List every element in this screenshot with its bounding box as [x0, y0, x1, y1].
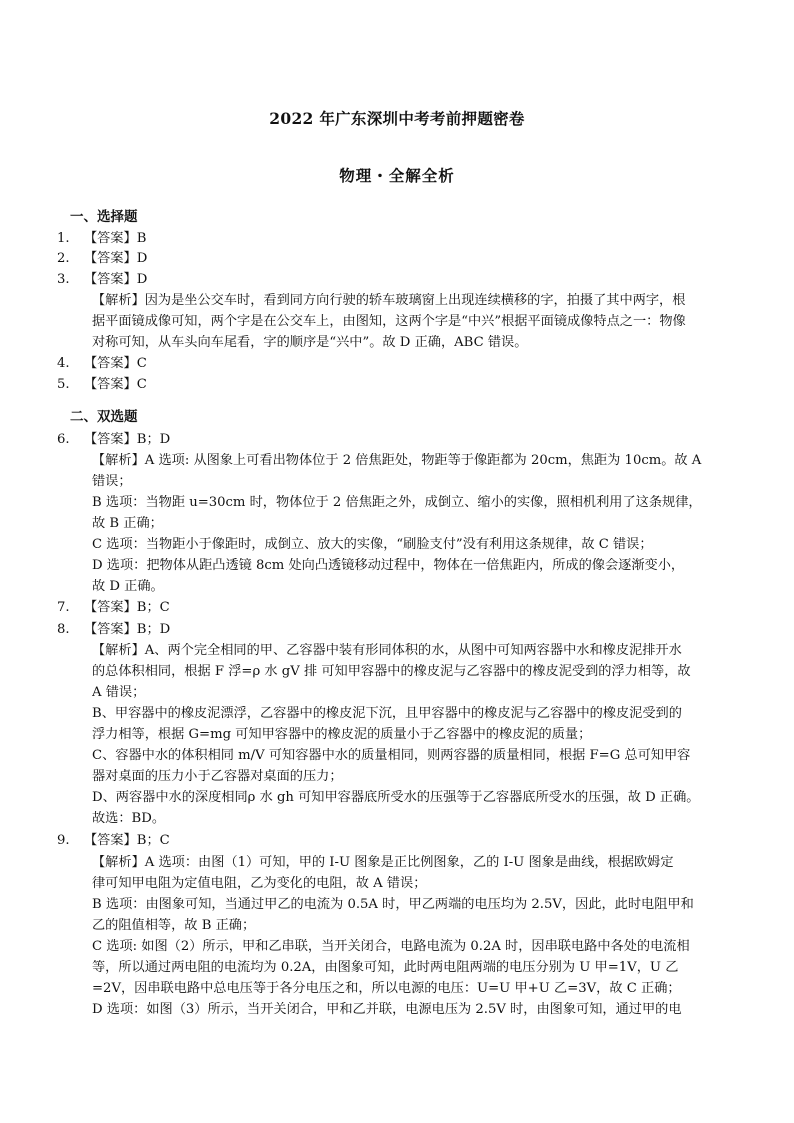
explanation-line: C 选项：当物距小于像距时，成倒立、放大的实像，“刷脸支付”没有利用这条规律，故 C 错误；	[92, 537, 653, 552]
explanation-line: 乙的阻值相等，故 B 正确；	[92, 918, 256, 933]
explanation-line: D 选项：如图（3）所示，当开关闭合，甲和乙并联，电源电压为 2.5V 时，由图象可知，通过甲的电	[92, 1002, 682, 1017]
explanation-line: 【解析】A 选项：由图（1）可知，甲的 I-U 图象是正比例图象，乙的 I-U 图象是曲线，根据欧姆定	[92, 855, 674, 870]
explanation-line: 等，所以通过两电阻的电流均为 0.2A，由图象可知，此时两电阻两端的电压分别为 U 甲=1V，U 乙	[92, 960, 679, 975]
question-number: 4.	[57, 356, 70, 371]
explanation-line: 律可知甲电阻为定值电阻，乙为变化的电阻，故 A 错误；	[92, 876, 427, 891]
question-number: 8.	[57, 622, 70, 637]
explanation-line: 错误；	[92, 474, 132, 489]
explanation-line: D 选项：把物体从距凸透镜 8cm 处向凸透镜移动过程中，物体在一倍焦距内，所成的像会逐渐变小，	[92, 558, 685, 573]
explanation-line: =2V，因串联电路中总电压等于各分电压之和，所以电源的电压：U=U 甲+U 乙=3V，故 C 正确；	[92, 981, 681, 996]
explanation-line: C 选项: 如图（2）所示，甲和乙串联，当开关闭合，电路电流为 0.2A 时，因串联电路中各处的电流相	[92, 939, 690, 954]
section-heading-choice: 一、选择题	[70, 209, 138, 225]
explanation-line: B 选项：当物距 u=30cm 时，物体位于 2 倍焦距之外，成倒立、缩小的实像，照相机利用了这条规律，	[92, 495, 702, 510]
explanation-line: 对称可知，从车头向车尾看，字的顺序是“兴中”。故 D 正确，ABC 错误。	[92, 335, 528, 350]
answer-text: 【答案】C	[84, 356, 147, 371]
question-number: 7.	[57, 600, 70, 615]
explanation-line: 【解析】因为是坐公交车时，看到同方向行驶的轿车玻璃窗上出现连续横移的字，拍摄了其中两字，根	[92, 293, 686, 308]
section-heading-double-choice: 二、双选题	[70, 409, 138, 425]
answer-text: 【答案】B；C	[84, 833, 170, 848]
question-number: 9.	[57, 833, 70, 848]
question-number: 5.	[57, 377, 70, 392]
explanation-line: A 错误；	[92, 685, 146, 700]
page-subtitle: 物理・全解全析	[339, 166, 455, 185]
explanation-line: 故 D 正确。	[92, 579, 164, 594]
page-title: 2022 年广东深圳中考考前押题密卷	[269, 109, 525, 128]
answer-text: 【答案】B；D	[84, 432, 171, 447]
explanation-line: 器对桌面的压力小于乙容器对桌面的压力；	[92, 769, 343, 784]
explanation-line: C、容器中水的体积相同 m/V 可知容器中水的质量相同，则两容器的质量相同，根据 F=G 总可知甲容	[92, 748, 691, 763]
explanation-line: 的总体积相同，根据 F 浮=ρ 水 gV 排 可知甲容器中的橡皮泥与乙容器中的橡皮泥受到的浮力相等，故	[92, 664, 691, 679]
explanation-line: 故选：BD。	[92, 811, 166, 826]
explanation-line: 故 B 正确；	[92, 516, 163, 531]
answer-text: 【答案】D	[84, 251, 148, 266]
answer-text: 【答案】D	[84, 272, 148, 287]
explanation-line: B 选项：由图象可知，当通过甲乙的电流为 0.5A 时，甲乙两端的电压均为 2.5V，因此，此时电阻甲和	[92, 897, 694, 912]
question-number: 2.	[57, 251, 70, 266]
answer-text: 【答案】B	[84, 231, 147, 246]
explanation-line: B、甲容器中的橡皮泥漂浮，乙容器中的橡皮泥下沉，且甲容器中的橡皮泥与乙容器中的橡皮泥受到的	[92, 706, 682, 721]
explanation-line: 【解析】A 选项: 从图象上可看出物体位于 2 倍焦距处，物距等于像距都为 20cm，焦距为 10cm。故 A	[92, 453, 702, 468]
answer-text: 【答案】B；C	[84, 600, 170, 615]
answer-text: 【答案】B；D	[84, 622, 171, 637]
explanation-line: 浮力相等，根据 G=mg 可知甲容器中的橡皮泥的质量小于乙容器中的橡皮泥的质量；	[92, 727, 592, 742]
explanation-line: 【解析】A、两个完全相同的甲、乙容器中装有形同体积的水，从图中可知两容器中水和橡皮泥排开水	[92, 643, 682, 658]
question-number: 6.	[57, 432, 70, 447]
answer-text: 【答案】C	[84, 377, 147, 392]
question-number: 1.	[57, 231, 70, 246]
question-number: 3.	[57, 272, 70, 287]
explanation-line: D、两容器中水的深度相同ρ 水 gh 可知甲容器底所受水的压强等于乙容器底所受水的压强，故 D 正确。	[92, 790, 700, 805]
explanation-line: 据平面镜成像可知，两个字是在公交车上，由图知，这两个字是“中兴”根据平面镜成像特点之一：物像	[92, 314, 686, 329]
